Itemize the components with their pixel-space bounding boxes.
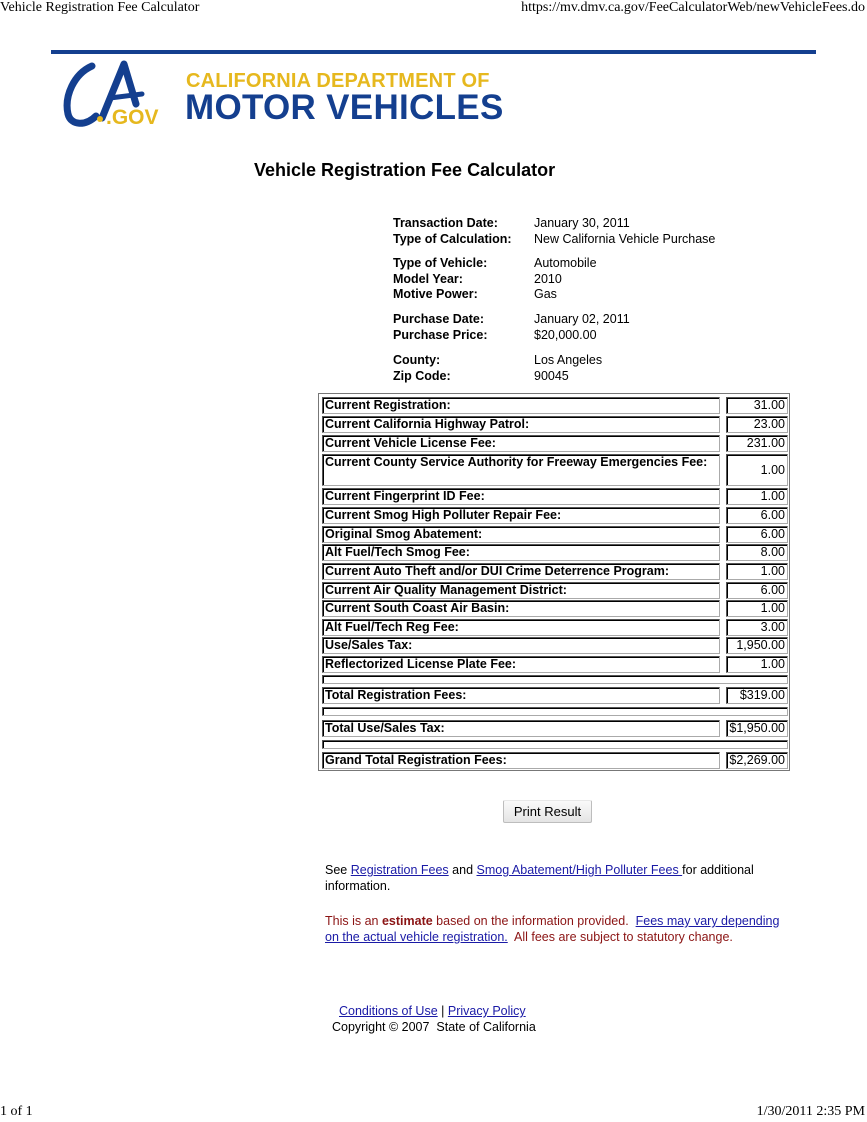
- ca-gov-logo[interactable]: [62, 56, 172, 128]
- total-registration-value: $319.00: [726, 687, 788, 704]
- header-rule: [51, 50, 816, 54]
- fee-table: [318, 393, 790, 771]
- fee-row: [322, 488, 786, 505]
- info-label: Type of Calculation:: [393, 231, 512, 246]
- fee-label: Current Vehicle License Fee:: [322, 435, 720, 452]
- fee-row: [322, 435, 786, 452]
- fees-may-vary-link[interactable]: Fees may vary depending on the actual vehicle registration.: [325, 914, 780, 944]
- fee-label: Use/Sales Tax:: [322, 637, 720, 654]
- fee-value: 1.00: [726, 454, 788, 486]
- info-label: Purchase Price:: [393, 327, 488, 342]
- info-label: Zip Code:: [393, 368, 451, 383]
- info-value: 90045: [534, 368, 569, 383]
- privacy-policy-link[interactable]: Privacy Policy: [447, 1004, 526, 1018]
- fee-label: Current County Service Authority for Freeway Emergencies Fee:: [322, 454, 720, 486]
- fee-row: [322, 656, 786, 673]
- see-prefix: See: [325, 863, 351, 877]
- registration-fees-link[interactable]: Registration Fees: [350, 863, 449, 877]
- info-value: Los Angeles: [534, 353, 603, 367]
- info-label: Transaction Date:: [393, 216, 498, 230]
- see-suffix: for additional information.: [325, 863, 754, 893]
- empty-cell: [322, 675, 788, 684]
- grand-total-row: [322, 752, 786, 769]
- fee-value: 231.00: [726, 435, 788, 452]
- fee-label: Reflectorized License Plate Fee:: [322, 656, 720, 673]
- fee-spacer-row: [322, 675, 786, 684]
- info-label: Type of Vehicle:: [393, 256, 488, 270]
- fee-value: 6.00: [726, 507, 788, 524]
- print-header-title: Vehicle Registration Fee Calculator: [0, 0, 200, 15]
- dept-name-line2: MOTOR VEHICLES: [185, 88, 504, 127]
- print-header-url: https://mv.dmv.ca.gov/FeeCalculatorWeb/newVehicleFees.do: [521, 0, 865, 15]
- fee-row: [322, 454, 786, 486]
- fee-row: [322, 397, 786, 414]
- info-label: Motive Power:: [393, 287, 478, 301]
- estimate-part3: All fees are subject to statutory change.: [507, 930, 733, 944]
- footer-links: [339, 1004, 526, 1018]
- conditions-of-use-link[interactable]: Conditions of Use: [339, 1004, 438, 1018]
- info-label: Model Year:: [393, 271, 463, 286]
- fee-label: Alt Fuel/Tech Reg Fee:: [322, 619, 720, 636]
- fee-value: 1,950.00: [726, 637, 788, 654]
- copyright-text: Copyright © 2007 State of California: [332, 1020, 536, 1034]
- print-result-button[interactable]: Print Result: [503, 800, 592, 823]
- smog-abatement-link[interactable]: Smog Abatement/High Polluter Fees: [476, 863, 683, 877]
- info-value: Gas: [534, 287, 557, 301]
- total-registration-row: [322, 687, 786, 704]
- fee-label: Current Smog High Polluter Repair Fee:: [322, 507, 720, 524]
- empty-cell: [322, 707, 788, 716]
- info-value: January 02, 2011: [534, 312, 630, 326]
- fee-value: 6.00: [726, 582, 788, 599]
- fee-row: [322, 563, 786, 580]
- fee-row: [322, 544, 786, 561]
- fee-row: [322, 637, 786, 654]
- info-value: Automobile: [534, 256, 597, 270]
- estimate-bold: estimate: [381, 914, 433, 928]
- fee-row: [322, 600, 786, 617]
- fee-value: 1.00: [726, 656, 788, 673]
- total-use-tax-label: Total Use/Sales Tax:: [322, 720, 720, 737]
- total-use-tax-value: $1,950.00: [726, 720, 788, 737]
- print-footer-page-count: 1 of 1: [0, 1104, 33, 1119]
- fee-label: Current Fingerprint ID Fee:: [322, 488, 720, 505]
- print-footer-timestamp: 1/30/2011 2:35 PM: [756, 1104, 865, 1119]
- fee-value: 23.00: [726, 416, 788, 433]
- fee-label: Current Auto Theft and/or DUI Crime Deterrence Program:: [322, 563, 720, 580]
- fee-row: [322, 416, 786, 433]
- info-value: 2010: [534, 271, 562, 286]
- grand-total-value: $2,269.00: [726, 752, 788, 769]
- fee-value: 8.00: [726, 544, 788, 561]
- fee-label: Alt Fuel/Tech Smog Fee:: [322, 544, 720, 561]
- fee-spacer-row: [322, 707, 786, 716]
- fee-label: Current South Coast Air Basin:: [322, 600, 720, 617]
- dept-name-line1: CALIFORNIA DEPARTMENT OF: [186, 70, 490, 92]
- info-value: January 30, 2011: [534, 216, 630, 230]
- fee-row: [322, 619, 786, 636]
- fee-label: Original Smog Abatement:: [322, 526, 720, 543]
- footer-separator: |: [437, 1004, 448, 1018]
- fee-row: [322, 507, 786, 524]
- estimate-part2: based on the information provided.: [432, 914, 636, 928]
- fee-spacer-row: [322, 740, 786, 749]
- empty-cell: [322, 740, 788, 749]
- total-registration-label: Total Registration Fees:: [322, 687, 720, 704]
- fee-row: [322, 582, 786, 599]
- fee-value: 1.00: [726, 488, 788, 505]
- fee-label: Current Registration:: [322, 397, 720, 414]
- logo-gov-text: .GOV: [106, 106, 159, 128]
- estimate-disclaimer: [325, 913, 795, 945]
- grand-total-label: Grand Total Registration Fees:: [322, 752, 720, 769]
- see-middle: and: [448, 863, 477, 877]
- fee-value: 3.00: [726, 619, 788, 636]
- fee-value: 6.00: [726, 526, 788, 543]
- see-info-text: [325, 862, 795, 894]
- total-use-tax-row: [322, 720, 786, 737]
- fee-label: Current California Highway Patrol:: [322, 416, 720, 433]
- info-label: County:: [393, 353, 441, 367]
- fee-value: 1.00: [726, 600, 788, 617]
- estimate-part1: This is an: [325, 914, 382, 928]
- info-value: New California Vehicle Purchase: [534, 231, 716, 246]
- info-label: Purchase Date:: [393, 312, 485, 326]
- fee-label: Current Air Quality Management District:: [322, 582, 720, 599]
- page-title: Vehicle Registration Fee Calculator: [254, 160, 556, 180]
- fee-value: 1.00: [726, 563, 788, 580]
- info-value: $20,000.00: [534, 327, 597, 342]
- fee-value: 31.00: [726, 397, 788, 414]
- fee-row: [322, 526, 786, 543]
